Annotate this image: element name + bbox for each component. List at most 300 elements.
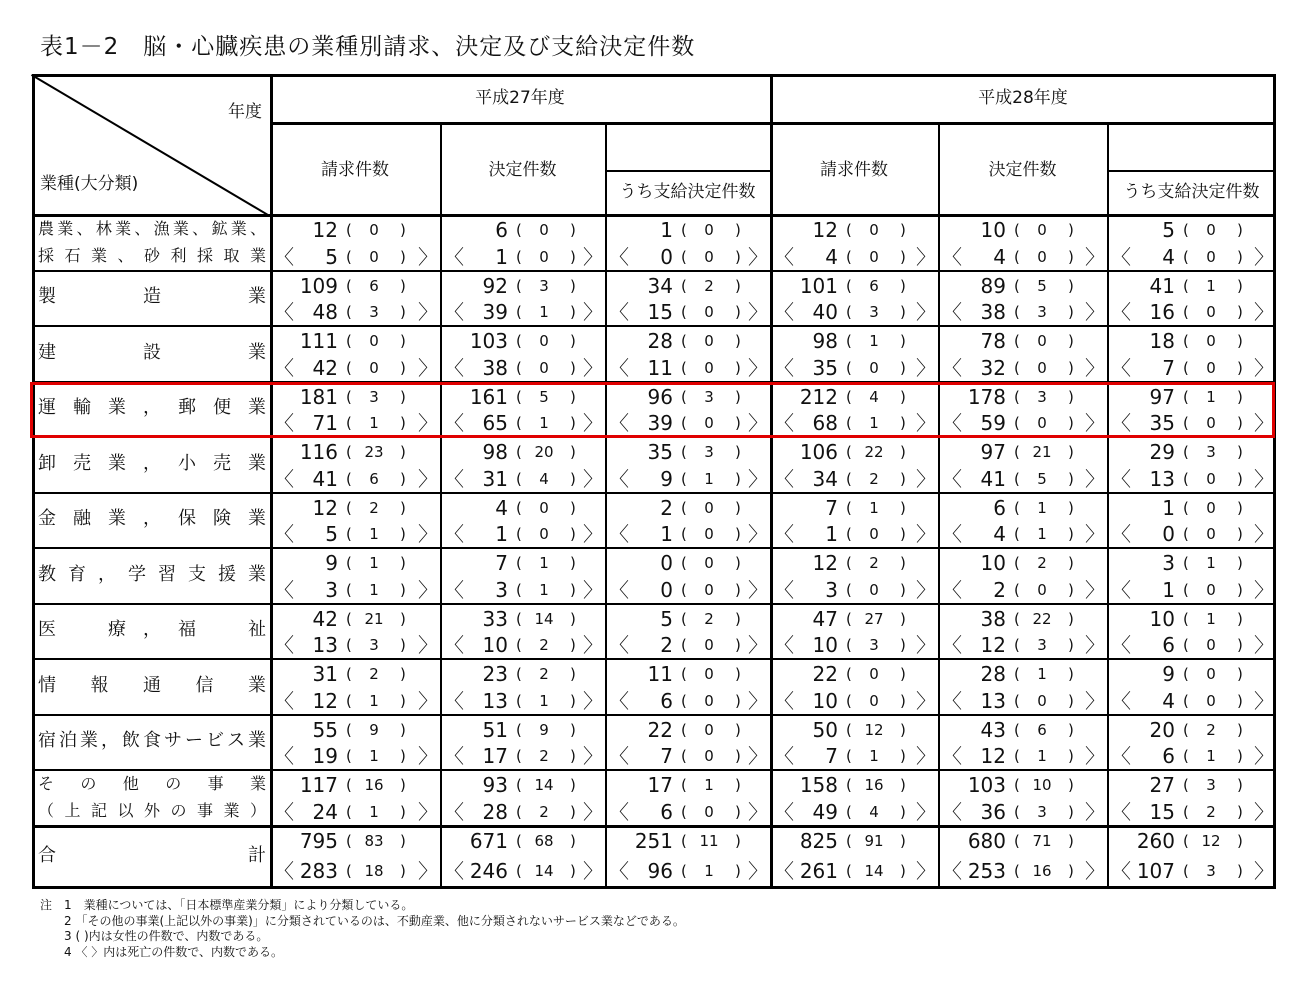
paren-open: ( [346, 665, 352, 683]
bracket-open: 〈 [609, 355, 629, 380]
bracket-open: 〈 [609, 522, 629, 547]
paren-close: ) [570, 276, 576, 295]
cell-female-deaths: 3 [1037, 802, 1047, 821]
bracket-open: 〈 [1111, 859, 1131, 884]
paren-open: ( [846, 776, 852, 794]
cell-total: 825 [799, 828, 838, 853]
paren-close: ) [900, 414, 906, 433]
cell-deaths: 38 [482, 355, 508, 380]
bracket-open: 〈 [774, 688, 794, 713]
cell-total: 680 [967, 828, 1006, 853]
cell-female-deaths: 2 [1206, 802, 1216, 821]
cell-female: 22 [1032, 609, 1052, 628]
cell-total: 97 [1149, 384, 1175, 409]
paren-close: ) [900, 276, 906, 295]
industry-label: （上記以外の事業） [38, 800, 266, 820]
cell-female-deaths: 0 [1206, 691, 1216, 710]
paren-close: ) [1068, 776, 1074, 794]
cell-deaths: 10 [482, 633, 508, 658]
cell-deaths: 35 [1149, 411, 1175, 436]
paren-open: ( [346, 554, 352, 572]
bracket-close: 〉 [418, 633, 438, 658]
paren-close: ) [735, 636, 741, 655]
paren-close: ) [570, 469, 576, 488]
cell-female: 0 [704, 332, 714, 350]
bracket-open: 〈 [444, 799, 464, 824]
bracket-open: 〈 [444, 688, 464, 713]
bracket-close: 〉 [583, 799, 603, 824]
row-divider [32, 492, 1276, 494]
paren-close: ) [1237, 665, 1243, 683]
cell-female-deaths: 0 [369, 247, 379, 266]
cell-total: 117 [299, 773, 338, 797]
cell-female: 12 [864, 720, 884, 739]
paren-close: ) [900, 554, 906, 572]
bracket-open: 〈 [609, 411, 629, 436]
paren-close: ) [1068, 862, 1074, 881]
paren-open: ( [846, 831, 852, 850]
cell-total: 41 [1149, 273, 1175, 298]
bracket-open: 〈 [774, 799, 794, 824]
cell-female: 1 [1206, 276, 1216, 295]
paren-open: ( [346, 247, 352, 266]
bracket-open: 〈 [444, 744, 464, 769]
paren-close: ) [400, 580, 406, 599]
cell-deaths: 39 [647, 411, 673, 436]
bracket-close: 〉 [1254, 244, 1274, 269]
cell-female-deaths: 0 [1037, 580, 1047, 599]
bracket-close: 〉 [1254, 859, 1274, 884]
cell-female-deaths: 3 [869, 636, 879, 655]
cell-female-deaths: 0 [1206, 247, 1216, 266]
paren-open: ( [846, 469, 852, 488]
paren-open: ( [1183, 525, 1189, 544]
cell-female: 10 [1032, 776, 1052, 794]
bracket-close: 〉 [583, 244, 603, 269]
bracket-close: 〉 [1085, 577, 1105, 602]
cell-female: 1 [1206, 554, 1216, 572]
bracket-open: 〈 [1111, 799, 1131, 824]
paren-open: ( [346, 862, 352, 881]
paren-close: ) [570, 525, 576, 544]
cell-female: 3 [369, 387, 379, 406]
paren-close: ) [400, 802, 406, 821]
bracket-close: 〉 [583, 355, 603, 380]
paren-close: ) [900, 498, 906, 517]
paren-open: ( [1183, 609, 1189, 628]
cell-total: 178 [967, 384, 1006, 409]
cell-total: 22 [812, 662, 838, 686]
cell-female-deaths: 0 [704, 525, 714, 544]
cell-female-deaths: 3 [369, 636, 379, 655]
paren-close: ) [735, 525, 741, 544]
bracket-close: 〉 [583, 859, 603, 884]
bracket-close: 〉 [1254, 522, 1274, 547]
row-divider [32, 270, 1276, 272]
bracket-close: 〉 [1085, 355, 1105, 380]
industry-label: 建 設 業 [38, 341, 266, 363]
paren-open: ( [516, 443, 522, 461]
cell-total: 103 [967, 773, 1006, 797]
cell-female-deaths: 0 [704, 414, 714, 433]
cell-female: 1 [1206, 609, 1216, 628]
industry-label: 宿泊業，飲食サービス業 [38, 730, 266, 752]
cell-deaths: 3 [495, 577, 508, 602]
paren-open: ( [1183, 332, 1189, 350]
bracket-open: 〈 [774, 859, 794, 884]
bracket-open: 〈 [274, 466, 294, 491]
paren-open: ( [1014, 303, 1020, 322]
paren-close: ) [1068, 554, 1074, 572]
cell-total: 23 [482, 662, 508, 686]
cell-female: 3 [704, 443, 714, 461]
cell-female-deaths: 0 [869, 358, 879, 377]
cell-deaths: 16 [1149, 300, 1175, 325]
row-divider [32, 658, 1276, 660]
paren-open: ( [846, 609, 852, 628]
cell-female-deaths: 0 [869, 247, 879, 266]
cell-female: 0 [1206, 332, 1216, 350]
cell-female-deaths: 2 [539, 747, 549, 766]
bracket-open: 〈 [942, 744, 962, 769]
paren-close: ) [735, 221, 741, 239]
paren-open: ( [1014, 691, 1020, 710]
bracket-open: 〈 [774, 577, 794, 602]
bracket-open: 〈 [774, 355, 794, 380]
row-divider [32, 769, 1276, 771]
paren-open: ( [1014, 802, 1020, 821]
paren-open: ( [1183, 862, 1189, 881]
cell-female: 0 [704, 665, 714, 683]
row-divider [32, 825, 1276, 828]
cell-total: 1 [660, 218, 673, 242]
cell-female: 0 [869, 221, 879, 239]
cell-total: 260 [1136, 828, 1175, 853]
bracket-open: 〈 [609, 744, 629, 769]
cell-deaths: 34 [812, 466, 838, 491]
paren-close: ) [1237, 554, 1243, 572]
cell-total: 12 [812, 218, 838, 242]
paren-open: ( [346, 831, 352, 850]
bracket-close: 〉 [418, 859, 438, 884]
cell-deaths: 31 [482, 466, 508, 491]
paren-open: ( [346, 776, 352, 794]
paren-close: ) [1237, 691, 1243, 710]
cell-deaths: 19 [312, 744, 338, 769]
row-divider [32, 603, 1276, 605]
paren-close: ) [400, 276, 406, 295]
cell-female-deaths: 0 [704, 247, 714, 266]
paren-close: ) [570, 691, 576, 710]
cell-female: 0 [1206, 221, 1216, 239]
bracket-close: 〉 [1254, 300, 1274, 325]
paren-open: ( [346, 691, 352, 710]
cell-deaths: 49 [812, 799, 838, 824]
paren-open: ( [681, 303, 687, 322]
paren-close: ) [900, 247, 906, 266]
cell-total: 9 [1162, 662, 1175, 686]
paren-open: ( [846, 747, 852, 766]
paren-close: ) [1237, 609, 1243, 628]
paren-open: ( [516, 747, 522, 766]
bracket-open: 〈 [274, 633, 294, 658]
paren-open: ( [681, 332, 687, 350]
cell-total: 12 [312, 495, 338, 520]
cell-female-deaths: 0 [1206, 525, 1216, 544]
industry-label: 卸売業，小売業 [38, 452, 266, 474]
paren-close: ) [900, 862, 906, 881]
cell-total: 11 [647, 662, 673, 686]
paren-close: ) [735, 332, 741, 350]
cell-female-deaths: 1 [369, 525, 379, 544]
paren-close: ) [1068, 636, 1074, 655]
paren-close: ) [570, 247, 576, 266]
cell-total: 12 [312, 218, 338, 242]
year-divider [270, 122, 1276, 125]
bracket-close: 〉 [1085, 466, 1105, 491]
cell-deaths: 253 [967, 859, 1006, 884]
paren-open: ( [846, 525, 852, 544]
cell-deaths: 4 [1162, 688, 1175, 713]
cell-female-deaths: 1 [1206, 747, 1216, 766]
cell-deaths: 10 [812, 688, 838, 713]
cell-total: 5 [1162, 218, 1175, 242]
bracket-close: 〉 [1085, 744, 1105, 769]
cell-deaths: 35 [812, 355, 838, 380]
page-title: 表1－2 脳・心臓疾患の業種別請求、決定及び支給決定件数 [40, 34, 696, 60]
cell-deaths: 1 [1162, 577, 1175, 602]
paren-open: ( [516, 498, 522, 517]
cell-total: 181 [299, 384, 338, 409]
paren-open: ( [681, 831, 687, 850]
industry-label: 医 療，福 祉 [38, 619, 266, 641]
paren-open: ( [1183, 580, 1189, 599]
cell-female-deaths: 1 [539, 414, 549, 433]
cell-deaths: 11 [647, 355, 673, 380]
bracket-open: 〈 [444, 633, 464, 658]
cell-total: 29 [1149, 440, 1175, 464]
paren-open: ( [681, 387, 687, 406]
paren-open: ( [516, 636, 522, 655]
paren-close: ) [735, 414, 741, 433]
paren-open: ( [1014, 636, 1020, 655]
paren-open: ( [1014, 358, 1020, 377]
bracket-close: 〉 [1085, 411, 1105, 436]
cell-female: 3 [539, 276, 549, 295]
cell-total: 3 [1162, 551, 1175, 575]
cell-female: 3 [704, 387, 714, 406]
paren-close: ) [570, 332, 576, 350]
paren-close: ) [735, 802, 741, 821]
cell-total: 671 [469, 828, 508, 853]
year-header-h27: 平成27年度 [475, 88, 565, 108]
cell-deaths: 1 [660, 522, 673, 547]
paren-close: ) [735, 609, 741, 628]
paren-close: ) [400, 221, 406, 239]
cell-female: 2 [369, 665, 379, 683]
paren-open: ( [516, 358, 522, 377]
cell-deaths: 65 [482, 411, 508, 436]
cell-female: 0 [704, 221, 714, 239]
cell-female-deaths: 0 [869, 691, 879, 710]
paren-open: ( [346, 276, 352, 295]
cell-total: 42 [312, 606, 338, 631]
bracket-close: 〉 [418, 411, 438, 436]
table-left-border [32, 74, 35, 889]
row-divider [32, 547, 1276, 549]
paren-open: ( [846, 247, 852, 266]
cell-total: 161 [469, 384, 508, 409]
paren-close: ) [570, 776, 576, 794]
paren-open: ( [1014, 276, 1020, 295]
paren-open: ( [346, 636, 352, 655]
cell-female: 0 [704, 720, 714, 739]
paren-open: ( [346, 609, 352, 628]
cell-female-deaths: 16 [1032, 862, 1052, 881]
cell-female: 83 [364, 831, 384, 850]
cell-female: 0 [369, 332, 379, 350]
bracket-open: 〈 [942, 859, 962, 884]
cell-total: 92 [482, 273, 508, 298]
cell-deaths: 38 [980, 300, 1006, 325]
paren-close: ) [900, 303, 906, 322]
cell-female: 0 [704, 554, 714, 572]
data-table [32, 74, 1276, 889]
bracket-open: 〈 [1111, 522, 1131, 547]
cell-female-deaths: 0 [869, 580, 879, 599]
cell-female-deaths: 1 [539, 580, 549, 599]
column-divider [270, 74, 273, 889]
cell-female: 2 [539, 665, 549, 683]
cell-total: 109 [299, 273, 338, 298]
paren-close: ) [570, 358, 576, 377]
bracket-open: 〈 [274, 355, 294, 380]
cell-female: 4 [869, 387, 879, 406]
paren-close: ) [1068, 332, 1074, 350]
cell-female-deaths: 1 [869, 747, 879, 766]
bracket-open: 〈 [1111, 300, 1131, 325]
cell-total: 20 [1149, 717, 1175, 742]
cell-total: 34 [647, 273, 673, 298]
paren-open: ( [516, 554, 522, 572]
paren-close: ) [570, 414, 576, 433]
paren-open: ( [1183, 802, 1189, 821]
industry-label: 製 造 業 [38, 286, 266, 308]
cell-female-deaths: 3 [869, 303, 879, 322]
paren-open: ( [681, 609, 687, 628]
paren-open: ( [516, 609, 522, 628]
cell-female: 1 [1037, 498, 1047, 517]
paren-open: ( [1183, 831, 1189, 850]
corner-diagonal [31, 74, 270, 216]
bracket-close: 〉 [418, 799, 438, 824]
cell-deaths: 0 [1162, 522, 1175, 547]
bracket-open: 〈 [774, 300, 794, 325]
paren-open: ( [346, 580, 352, 599]
bracket-close: 〉 [916, 744, 936, 769]
cell-female-deaths: 1 [704, 862, 714, 881]
cell-female: 3 [1037, 387, 1047, 406]
cell-total: 97 [980, 440, 1006, 464]
paren-close: ) [735, 776, 741, 794]
paren-open: ( [346, 387, 352, 406]
paren-close: ) [570, 609, 576, 628]
paren-close: ) [570, 498, 576, 517]
cell-female: 0 [369, 221, 379, 239]
paren-open: ( [846, 443, 852, 461]
cell-deaths: 6 [1162, 744, 1175, 769]
cell-total: 6 [993, 495, 1006, 520]
bracket-open: 〈 [942, 633, 962, 658]
cell-female-deaths: 0 [539, 525, 549, 544]
bracket-close: 〉 [418, 244, 438, 269]
paren-close: ) [400, 303, 406, 322]
bracket-open: 〈 [444, 577, 464, 602]
cell-deaths: 41 [980, 466, 1006, 491]
bracket-open: 〈 [774, 522, 794, 547]
paren-open: ( [681, 747, 687, 766]
paren-open: ( [1183, 247, 1189, 266]
paren-open: ( [1014, 862, 1020, 881]
paren-open: ( [1183, 303, 1189, 322]
bracket-open: 〈 [274, 244, 294, 269]
paren-open: ( [681, 636, 687, 655]
row-divider [32, 325, 1276, 327]
paren-open: ( [1183, 665, 1189, 683]
cell-female: 20 [534, 443, 554, 461]
bracket-open: 〈 [274, 577, 294, 602]
cell-deaths: 10 [812, 633, 838, 658]
bracket-open: 〈 [274, 744, 294, 769]
bracket-close: 〉 [418, 466, 438, 491]
bracket-close: 〉 [1085, 300, 1105, 325]
bracket-open: 〈 [274, 859, 294, 884]
bracket-close: 〉 [1085, 688, 1105, 713]
paren-open: ( [516, 525, 522, 544]
paren-open: ( [516, 665, 522, 683]
cell-female-deaths: 0 [1037, 691, 1047, 710]
cell-female-deaths: 1 [539, 303, 549, 322]
paren-close: ) [735, 665, 741, 683]
cell-female: 0 [1037, 221, 1047, 239]
bracket-open: 〈 [274, 300, 294, 325]
column-header-claims: 請求件数 [820, 160, 888, 180]
bracket-close: 〉 [748, 633, 768, 658]
cell-female: 3 [1206, 776, 1216, 794]
bracket-open: 〈 [444, 859, 464, 884]
paren-open: ( [846, 332, 852, 350]
cell-total: 116 [299, 440, 338, 464]
paren-close: ) [570, 802, 576, 821]
cell-female-deaths: 0 [1206, 636, 1216, 655]
bracket-close: 〉 [418, 355, 438, 380]
cell-total: 4 [495, 495, 508, 520]
cell-total: 51 [482, 717, 508, 742]
column-header-approved: うち支給決定件数 [1123, 182, 1260, 202]
cell-deaths: 12 [980, 744, 1006, 769]
bracket-close: 〉 [916, 522, 936, 547]
cell-female: 0 [539, 221, 549, 239]
paren-open: ( [516, 276, 522, 295]
bracket-close: 〉 [1254, 355, 1274, 380]
bracket-close: 〉 [418, 300, 438, 325]
bracket-open: 〈 [1111, 577, 1131, 602]
bracket-close: 〉 [748, 577, 768, 602]
cell-female: 23 [364, 443, 384, 461]
paren-close: ) [900, 636, 906, 655]
paren-close: ) [1068, 525, 1074, 544]
paren-open: ( [1183, 221, 1189, 239]
